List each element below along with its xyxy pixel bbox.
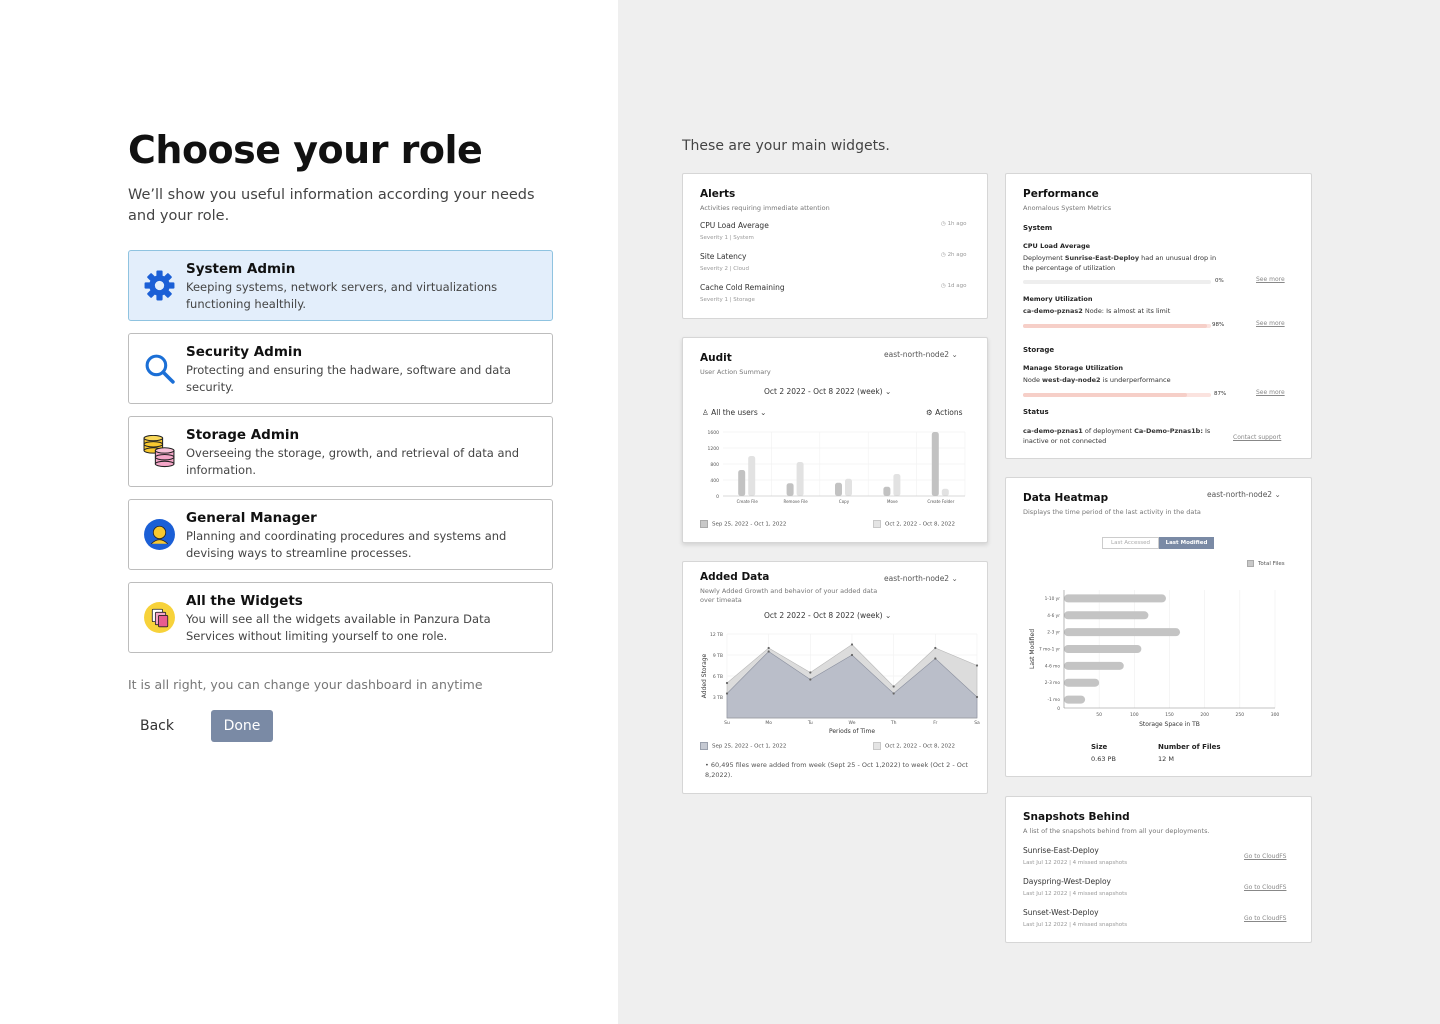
- see-more-link[interactable]: See more: [1256, 276, 1285, 283]
- alerts-title: Alerts: [700, 188, 736, 200]
- legend-label: Sep 25, 2022 - Oct 1, 2022: [712, 521, 787, 528]
- date-range-label: Oct 2 2022 - Oct 8 2022 (week): [764, 611, 883, 620]
- text: of deployment: [1082, 427, 1135, 435]
- legend-swatch: [873, 742, 881, 750]
- memory-progress-bar: [1023, 324, 1211, 328]
- clock-icon: ◷: [941, 283, 946, 289]
- chevron-down-icon: ⌄: [885, 611, 892, 620]
- data-point: [976, 664, 978, 666]
- bar-current-week: [748, 456, 755, 496]
- snapshot-name: Dayspring-West-Deploy: [1023, 877, 1111, 886]
- contact-support-link[interactable]: Contact support: [1233, 434, 1282, 441]
- node-dropdown[interactable]: [884, 350, 958, 359]
- added-data-subtitle: Newly Added Growth and behavior of your added data over timeata: [700, 587, 878, 604]
- memory-percentage: 98%: [1212, 322, 1225, 328]
- memory-metric-desc: [1023, 306, 1228, 316]
- y-tick-label: 0: [1057, 707, 1060, 712]
- tab-last-modified[interactable]: Last Modified: [1159, 537, 1214, 549]
- node-name: ca-demo-pznas1: [1023, 427, 1083, 435]
- chevron-down-icon: ⌄: [1274, 490, 1281, 499]
- node-dropdown[interactable]: [1207, 490, 1281, 499]
- bar-current-week: [797, 462, 804, 496]
- alert-meta: Severity 1 | Storage: [700, 297, 755, 303]
- x-tick-label: Su: [724, 721, 730, 726]
- see-more-link[interactable]: See more: [1256, 389, 1285, 396]
- y-tick-label: 4-6 mo: [1044, 664, 1060, 670]
- date-range-dropdown[interactable]: [764, 387, 891, 396]
- x-tick-label: Create Folder: [927, 499, 955, 504]
- heatmap-bar: [1064, 611, 1148, 619]
- y-tick-label: 6 TB: [712, 675, 723, 680]
- y-tick-label: 1600: [707, 431, 719, 436]
- text: had an unusual drop in the percentage of utilization: [1023, 254, 1217, 272]
- data-point: [934, 647, 936, 649]
- date-range-label: Oct 2 2022 - Oct 8 2022 (week): [764, 387, 883, 396]
- snapshots-subtitle: A list of the snapshots behind from all your deployments.: [1023, 827, 1210, 835]
- node-dropdown-label: east-north-node2: [1207, 490, 1273, 499]
- cpu-progress-bar: [1023, 280, 1211, 284]
- x-tick-label: Fr: [933, 721, 938, 726]
- node-dropdown[interactable]: [884, 574, 958, 583]
- added-data-widget: [682, 561, 988, 794]
- text: is underperformance: [1100, 376, 1171, 384]
- legend-label: Sep 25, 2022 - Oct 1, 2022: [712, 743, 787, 750]
- heatmap-title: Data Heatmap: [1023, 492, 1109, 504]
- node-name: ca-demo-pznas2: [1023, 307, 1083, 315]
- text: Is inactive or not connected: [1023, 427, 1211, 445]
- node-name: west-day-node2: [1042, 376, 1101, 384]
- chevron-down-icon: ⌄: [885, 387, 892, 396]
- legend-previous-week: [700, 742, 786, 750]
- go-to-cloudfs-link[interactable]: Go to CloudFS: [1244, 853, 1287, 860]
- snapshot-name: Sunset-West-Deploy: [1023, 908, 1099, 917]
- x-tick-label: 300: [1270, 713, 1280, 718]
- data-point: [809, 671, 811, 673]
- data-point: [851, 654, 853, 656]
- x-tick-label: We: [848, 721, 856, 726]
- role-option-all-widgets[interactable]: [128, 582, 553, 653]
- storage-progress-bar: [1023, 393, 1211, 397]
- alert-time-text: 1d ago: [947, 283, 967, 289]
- deployment-name: Ca-Demo-Pznas1b:: [1134, 427, 1203, 435]
- heatmap-bar: [1064, 628, 1180, 636]
- legend-previous-week: [700, 520, 786, 528]
- chevron-down-icon: ⌄: [760, 408, 767, 417]
- data-point: [768, 647, 770, 649]
- legend-swatch: [873, 520, 881, 528]
- alert-name: Cache Cold Remaining: [700, 283, 785, 292]
- performance-widget: [1005, 173, 1312, 459]
- x-tick-label: Create File: [736, 499, 758, 504]
- heatmap-bar: [1064, 662, 1124, 670]
- alert-time-text: 2h ago: [947, 252, 967, 258]
- y-tick-label: 2-3 mo: [1044, 681, 1060, 687]
- role-description: You will see all the widgets available in Panzura Data Services without limiting yourself to one role.: [186, 612, 491, 643]
- x-tick-label: Copy: [838, 499, 850, 504]
- snapshots-title: Snapshots Behind: [1023, 811, 1130, 823]
- status-section-label: Status: [1023, 408, 1049, 416]
- y-tick-label: 4-6 yr: [1047, 613, 1060, 619]
- role-selection-panel: [0, 0, 618, 1024]
- role-description: Planning and coordinating procedures and systems and devising ways to streamline processes.: [186, 529, 507, 560]
- added-storage-area-chart: [693, 628, 983, 738]
- role-title: All the Widgets: [186, 593, 303, 609]
- role-title: General Manager: [186, 510, 317, 526]
- alert-name: CPU Load Average: [700, 221, 769, 230]
- legend-swatch: [1247, 560, 1254, 567]
- widgets-icon: [143, 601, 176, 634]
- storage-percentage: 87%: [1214, 391, 1227, 397]
- heatmap-bar: [1064, 645, 1141, 653]
- snapshots-widget: [1005, 796, 1312, 943]
- page-title: Choose your role: [128, 128, 483, 172]
- snapshot-meta: Last Jul 12 2022 | 4 missed snapshots: [1023, 922, 1128, 928]
- cpu-percentage: 0%: [1215, 278, 1224, 284]
- see-more-link[interactable]: See more: [1256, 320, 1285, 327]
- status-desc: [1023, 426, 1228, 446]
- data-point: [851, 643, 853, 645]
- node-dropdown-label: east-north-node2: [884, 574, 950, 583]
- y-axis-label: Added Storage: [701, 653, 708, 699]
- x-tick-label: 250: [1235, 713, 1245, 718]
- bar-current-week: [942, 489, 949, 496]
- cpu-metric-desc: [1023, 253, 1228, 273]
- role-description: Overseeing the storage, growth, and retrieval of data and information.: [186, 446, 520, 477]
- performance-title: Performance: [1023, 188, 1099, 200]
- y-tick-label: 400: [710, 479, 719, 484]
- system-section-label: System: [1023, 224, 1053, 232]
- role-option-storage-admin[interactable]: [128, 416, 553, 487]
- bar-current-week: [845, 479, 852, 496]
- legend-current-week: [873, 520, 955, 528]
- text: Node: [1023, 376, 1043, 384]
- storage-metric-desc: [1023, 375, 1228, 385]
- alert-name: Site Latency: [700, 252, 747, 261]
- data-point: [976, 696, 978, 698]
- snapshot-meta: Last Jul 12 2022 | 4 missed snapshots: [1023, 891, 1128, 897]
- y-tick-label: 1-10 yr: [1044, 596, 1060, 602]
- files-count-label: Number of Files: [1158, 743, 1221, 751]
- heatmap-legend: [1247, 560, 1285, 567]
- size-value: 0.63 PB: [1091, 755, 1116, 763]
- y-tick-label: 1200: [707, 447, 719, 452]
- date-range-dropdown[interactable]: [764, 611, 891, 620]
- y-tick-label: 800: [710, 463, 719, 468]
- go-to-cloudfs-link[interactable]: Go to CloudFS: [1244, 915, 1287, 922]
- alert-time: [941, 283, 967, 289]
- data-point: [893, 685, 895, 687]
- gear-icon: [143, 269, 176, 302]
- x-tick-label: Mo: [765, 721, 772, 726]
- role-option-system-admin[interactable]: [128, 250, 553, 321]
- x-axis-label: Periods of Time: [828, 728, 876, 735]
- text: Node: Is almost at its limit: [1082, 307, 1171, 315]
- storage-metric-title: Manage Storage Utilization: [1023, 364, 1124, 372]
- role-title: Security Admin: [186, 344, 303, 360]
- role-description: Protecting and ensuring the hadware, software and data security.: [186, 363, 511, 394]
- x-tick-label: 100: [1130, 713, 1139, 718]
- legend-label: Oct 2, 2022 - Oct 8, 2022: [885, 743, 955, 750]
- data-point: [726, 692, 728, 694]
- bar-previous-week: [738, 470, 745, 496]
- role-title: Storage Admin: [186, 427, 300, 443]
- memory-metric-title: Memory Utilization: [1023, 295, 1093, 303]
- widgets-preview-panel: [618, 0, 1440, 1024]
- x-tick-label: 150: [1165, 713, 1174, 718]
- back-button[interactable]: Back: [128, 710, 186, 742]
- bar-current-week: [893, 474, 900, 496]
- bar-previous-week: [883, 487, 890, 496]
- page-subtitle: We’ll show you useful information according your needs and your role.: [128, 187, 535, 224]
- heatmap-bar: [1064, 679, 1099, 687]
- x-tick-label: 200: [1200, 713, 1209, 718]
- y-tick-label: 12 TB: [710, 633, 723, 638]
- alert-time-text: 1h ago: [947, 221, 967, 227]
- bar-previous-week: [787, 483, 794, 496]
- heatmap-bar: [1064, 696, 1085, 704]
- added-data-footnote: • 60,495 files were added from week (Sept 25 - Oct 1,2022) to week (Oct 2 - Oct 8,2022).: [705, 761, 968, 779]
- change-later-note: It is all right, you can change your dashboard in anytime: [128, 677, 483, 692]
- cpu-metric-title: CPU Load Average: [1023, 242, 1091, 250]
- node-dropdown-label: east-north-node2: [884, 350, 950, 359]
- y-tick-label: 2-3 yr: [1047, 630, 1060, 636]
- role-title: System Admin: [186, 261, 296, 277]
- footnote-text: 60,495 files were added from week (Sept 25 - Oct 1,2022) to week (Oct 2 - Oct 8,2022).: [705, 761, 968, 779]
- tab-last-accessed[interactable]: Last Accessed: [1102, 537, 1159, 549]
- data-heatmap-widget: [1005, 477, 1312, 777]
- user-icon: ♙: [702, 408, 709, 417]
- data-point: [893, 692, 895, 694]
- text: Deployment: [1023, 254, 1065, 262]
- y-tick-label: 3 TB: [712, 696, 723, 701]
- data-point: [726, 682, 728, 684]
- deployment-name: Sunrise-East-Deploy: [1064, 254, 1140, 262]
- gear-icon: ⚙: [926, 408, 933, 417]
- x-axis-label: Storage Space in TB: [1139, 721, 1200, 728]
- files-count-value: 12 M: [1158, 755, 1174, 763]
- audit-subtitle: User Action Summary: [700, 368, 771, 376]
- size-label: Size: [1091, 743, 1108, 751]
- search-icon: [143, 352, 176, 385]
- data-point: [809, 678, 811, 680]
- alert-meta: Severity 2 | Cloud: [700, 266, 750, 272]
- y-tick-label: -1 mo: [1047, 698, 1060, 704]
- go-to-cloudfs-link[interactable]: Go to CloudFS: [1244, 884, 1287, 891]
- x-tick-label: Th: [890, 721, 897, 726]
- y-tick-label: 7 mo-1 yr: [1039, 647, 1060, 653]
- added-data-title: Added Data: [700, 571, 770, 583]
- x-tick-label: Remove File: [783, 499, 808, 504]
- audit-bar-chart: [693, 426, 973, 508]
- y-tick-label: 0: [716, 495, 719, 500]
- performance-subtitle: Anomalous System Metrics: [1023, 204, 1112, 212]
- y-axis-label: Last Modified: [1029, 628, 1036, 670]
- data-point: [768, 650, 770, 652]
- heatmap-bar: [1064, 594, 1166, 602]
- legend-label: Oct 2, 2022 - Oct 8, 2022: [885, 521, 955, 528]
- x-tick-label: 50: [1096, 713, 1103, 718]
- clock-icon: ◷: [941, 252, 946, 258]
- actions-label: Actions: [935, 408, 963, 417]
- role-option-security-admin[interactable]: [128, 333, 553, 404]
- x-tick-label: Move: [887, 499, 898, 504]
- legend-label: Total Files: [1258, 561, 1285, 567]
- alerts-widget: [682, 173, 988, 319]
- bar-previous-week: [835, 483, 842, 496]
- audit-title: Audit: [700, 352, 732, 364]
- audit-widget: [682, 337, 988, 543]
- done-button[interactable]: Done: [211, 710, 273, 742]
- chevron-down-icon: ⌄: [951, 350, 958, 359]
- alerts-subtitle: Activities requiring immediate attention: [700, 204, 830, 212]
- alert-meta: Severity 1 | System: [700, 235, 754, 241]
- alert-time: [941, 221, 967, 227]
- widgets-heading: These are your main widgets.: [682, 138, 890, 154]
- storage-section-label: Storage: [1023, 346, 1055, 354]
- legend-current-week: [873, 742, 955, 750]
- alert-time: [941, 252, 967, 258]
- users-filter-label: All the users: [711, 408, 758, 417]
- role-description: Keeping systems, network servers, and virtualizations functioning healthily.: [186, 280, 498, 311]
- storage-progress-bar-fill: [1023, 393, 1187, 397]
- heatmap-subtitle: Displays the time period of the last activity in the data: [1023, 508, 1201, 516]
- database-icon: [143, 435, 176, 468]
- legend-swatch: [700, 520, 708, 528]
- users-filter-dropdown[interactable]: [702, 408, 766, 417]
- chevron-down-icon: ⌄: [951, 574, 958, 583]
- memory-progress-bar-fill: [1023, 324, 1207, 328]
- actions-filter-button[interactable]: [926, 408, 963, 417]
- manager-icon: [143, 518, 176, 551]
- bar-previous-week: [932, 432, 939, 496]
- x-tick-label: Sa: [974, 721, 980, 726]
- snapshot-name: Sunrise-East-Deploy: [1023, 846, 1099, 855]
- y-tick-label: 9 TB: [712, 654, 723, 659]
- legend-swatch: [700, 742, 708, 750]
- heatmap-bar-chart: [1020, 578, 1305, 738]
- clock-icon: ◷: [941, 221, 946, 227]
- data-point: [934, 657, 936, 659]
- snapshot-meta: Last Jul 12 2022 | 4 missed snapshots: [1023, 860, 1128, 866]
- role-option-general-manager[interactable]: [128, 499, 553, 570]
- x-tick-label: Tu: [807, 721, 813, 726]
